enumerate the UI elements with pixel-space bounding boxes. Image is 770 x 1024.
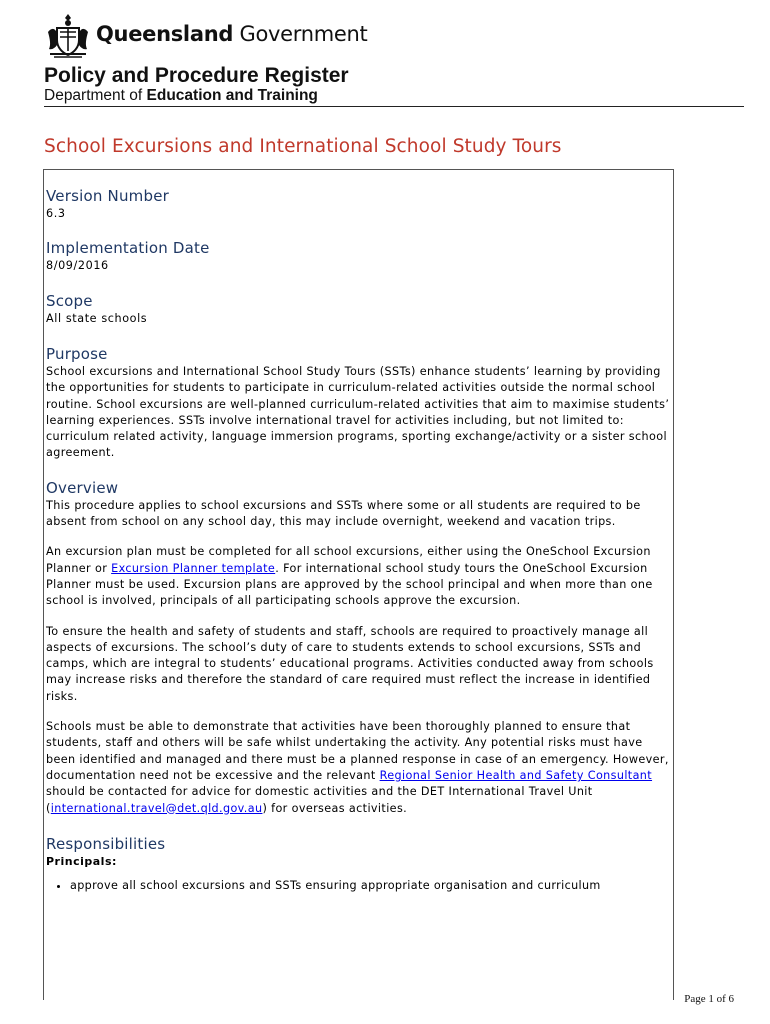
page-header [0, 0, 770, 108]
overview-paragraph-4 [46, 719, 672, 817]
overview-heading: Overview [46, 478, 119, 497]
overview-paragraph-3: To ensure the health and safety of students and staff, schools are required to proactively manage all aspects of excursions. The school’s duty of care to students extends to school excursions, SSTs and camps, which are integral to students’ educational programs. Activities conducted away from schools may increase risks and therefore the standard of care required must reflect the increase in identified risks. [46, 624, 654, 703]
document-title: School Excursions and International School Study Tours [44, 136, 562, 157]
version-heading: Version Number [46, 187, 169, 205]
overview-paragraph-2 [46, 544, 672, 609]
government-name [96, 22, 367, 46]
overview-p2-text-after: . For international school study tours the OneSchool Excursion Planner must be used. Excursion plans are approved by the school principal and when more than one school is involved, principals of all participating schools approve the excursion. [46, 561, 653, 608]
purpose-heading: Purpose [46, 345, 108, 363]
content-frame [43, 169, 674, 1000]
register-title: Policy and Procedure Register [44, 64, 349, 87]
responsibilities-heading: Responsibilities [46, 834, 166, 853]
document-body [44, 170, 673, 894]
header-divider [44, 106, 744, 107]
overview-p4-text-middle: should be contacted for advice for domestic activities and the DET International Travel Unit ( [46, 785, 593, 815]
dept-bold: Education and Training [146, 87, 318, 104]
overview-paragraph-1: This procedure applies to school excursions and SSTs where some or all students are required to be absent from school on any school day, this may include overnight, weekend and vacation trips. [46, 498, 641, 529]
responsibilities-list [46, 878, 672, 894]
implementation-value: 8/09/2016 [46, 259, 109, 272]
scope-heading: Scope [46, 292, 93, 310]
implementation-heading: Implementation Date [46, 239, 210, 257]
purpose-text: School excursions and International School Study Tours (SSTs) enhance students’ learning by providing the opportunities for students to participate in curriculum-related activities outside the normal school routine. School excursions are well-planned curriculum-related activities that aim to maximise students’ learning experiences. SSTs involve international travel for activities including, but not limited to: curriculum related activity, language immersion programs, sporting exchange/activity or a sister school agreement. [46, 365, 670, 460]
international-travel-email-link[interactable]: international.travel@det.qld.gov.au [50, 801, 263, 815]
excursion-planner-template-link[interactable]: Excursion Planner template [111, 561, 276, 575]
principals-subheading: Principals: [46, 854, 117, 868]
page-number: Page 1 of 6 [684, 993, 734, 1005]
gov-name-regular: Government [233, 22, 368, 46]
overview-p2-text-before: An excursion plan must be completed for all school excursions, either using the OneSchool Excursion Planner or [46, 545, 651, 575]
dept-regular: Department of [44, 87, 147, 104]
scope-value: All state schools [46, 312, 148, 325]
health-safety-consultant-link[interactable]: Regional Senior Health and Safety Consultant [379, 768, 653, 782]
gov-name-bold: Queensland [96, 22, 234, 46]
overview-p4-text-before: Schools must be able to demonstrate that activities have been thoroughly planned to ensure that students, staff and others will be safe whilst undertaking the activity. Any potential risks must have been identified and managed and there must be a planned response in case of an emergency. However, documentation need not be excessive and the relevant [46, 720, 669, 782]
queensland-crest-icon [44, 10, 92, 60]
version-value: 6.3 [46, 207, 66, 220]
list-item: • approve all school excursions and SSTs ensuring appropriate organisation and curriculum [70, 878, 672, 894]
overview-p4-text-after: ) for overseas activities. [262, 801, 408, 815]
department-name [44, 87, 318, 105]
